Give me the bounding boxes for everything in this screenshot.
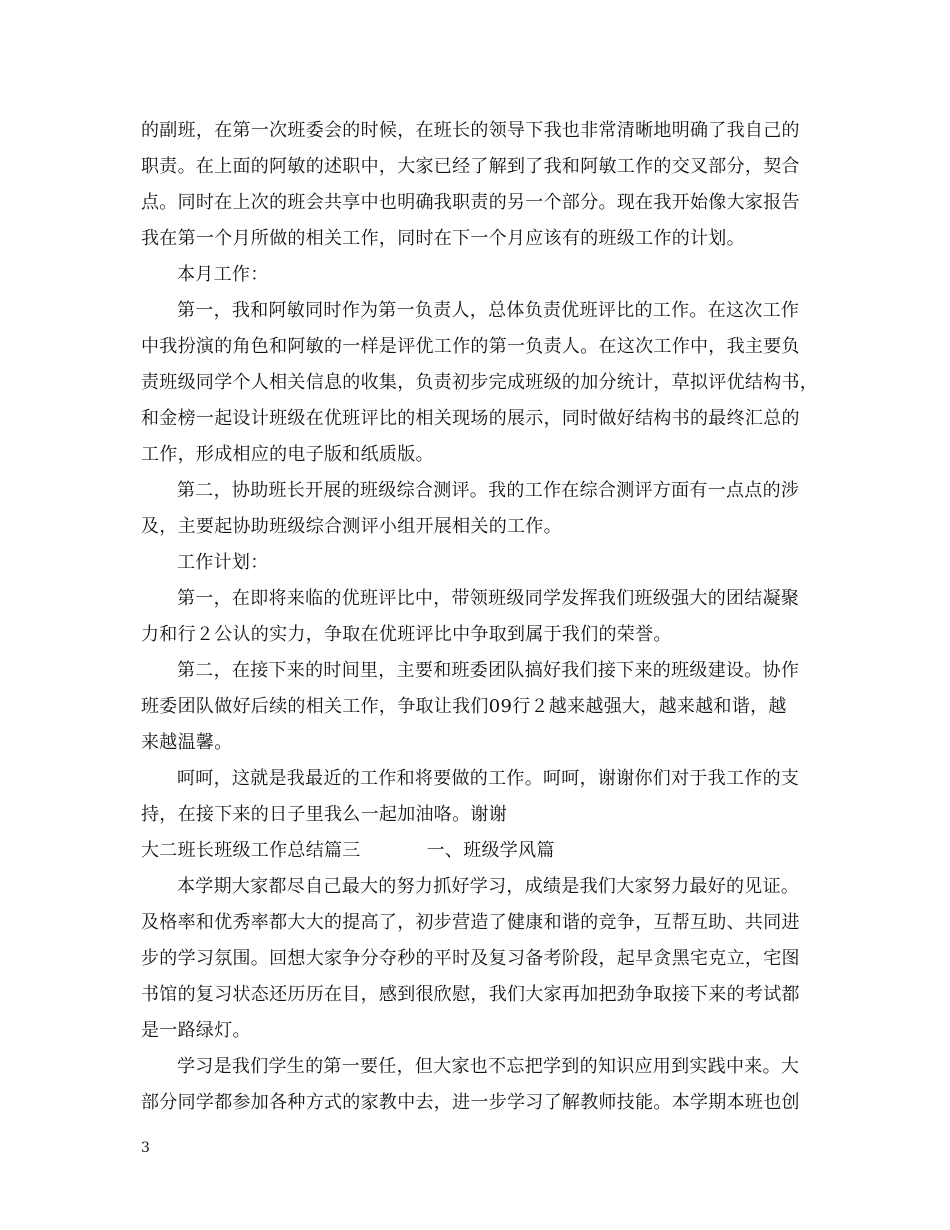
text-line: 工作，形成相应的电子版和纸质版。 [141, 444, 434, 465]
text-line: 力和行２公认的实力，争取在优班评比中争取到属于我们的荣誉。 [141, 624, 672, 645]
text-line: 来越温馨。 [141, 732, 233, 753]
text-line: 是一路绿灯。 [141, 1020, 251, 1041]
section-heading-work-plan: 工作计划： [177, 552, 269, 573]
text-line: 部分同学都参加各种方式的家教中去，进一步学习了解教师技能。本学期本班也创 [141, 1092, 800, 1113]
text-line: 的副班，在第一次班委会的时候，在班长的领导下我也非常清晰地明确了我自己的 [141, 120, 800, 141]
text-line: 班委团队做好后续的相关工作，争取让我们09行２越来越强大，越来越和谐，越 [141, 696, 787, 717]
text-line: 第一，在即将来临的优班评比中，带领班级同学发挥我们班级强大的团结凝聚 [177, 588, 800, 609]
text-line: 我在第一个月所做的相关工作，同时在下一个月应该有的班级工作的计划。 [141, 228, 745, 249]
article-heading-line [141, 841, 555, 861]
text-line: 责班级同学个人相关信息的收集，负责初步完成班级的加分统计，草拟评优结构书， [141, 372, 819, 393]
text-line: 步的学习氛围。回想大家争分夺秒的平时及复习备考阶段，起早贪黑宅克立，宅图 [141, 948, 800, 969]
text-line: 持，在接下来的日子里我么一起加油咯。谢谢 [141, 804, 507, 825]
text-line: 及，主要起协助班级综合测评小组开展相关的工作。 [141, 516, 562, 537]
text-line: 及格率和优秀率都大大的提高了，初步营造了健康和谐的竞争，互帮互助、共同进 [141, 912, 800, 933]
section-heading-study-style: 一、班级学风篇 [426, 840, 555, 861]
text-line: 学习是我们学生的第一要任，但大家也不忘把学到的知识应用到实践中来。大 [177, 1056, 800, 1077]
article-title: 大二班长班级工作总结篇三 [141, 840, 361, 861]
text-line: 呵呵，这就是我最近的工作和将要做的工作。呵呵，谢谢你们对于我工作的支 [177, 768, 800, 789]
section-heading-this-month: 本月工作： [177, 264, 269, 285]
text-line: 中我扮演的角色和阿敏的一样是评优工作的第一负责人。在这次工作中，我主要负 [141, 336, 800, 357]
text-line: 第一，我和阿敏同时作为第一负责人，总体负责优班评比的工作。在这次工作 [177, 300, 800, 321]
text-line: 点。同时在上次的班会共享中也明确我职责的另一个部分。现在我开始像大家报告 [141, 192, 800, 213]
text-line: 和金榜一起设计班级在优班评比的相关现场的展示，同时做好结构书的最终汇总的 [141, 408, 800, 429]
text-line: 书馆的复习状态还历历在目，感到很欣慰，我们大家再加把劲争取接下来的考试都 [141, 984, 800, 1005]
text-line: 第二，协助班长开展的班级综合测评。我的工作在综合测评方面有一点点的涉 [177, 480, 800, 501]
text-line: 第二，在接下来的时间里，主要和班委团队搞好我们接下来的班级建设。协作 [177, 660, 800, 681]
text-line: 本学期大家都尽自己最大的努力抓好学习，成绩是我们大家努力最好的见证。 [177, 876, 800, 897]
text-line: 职责。在上面的阿敏的述职中，大家已经了解到了我和阿敏工作的交叉部分，契合 [141, 156, 800, 177]
page-number: 3 [141, 1140, 150, 1156]
